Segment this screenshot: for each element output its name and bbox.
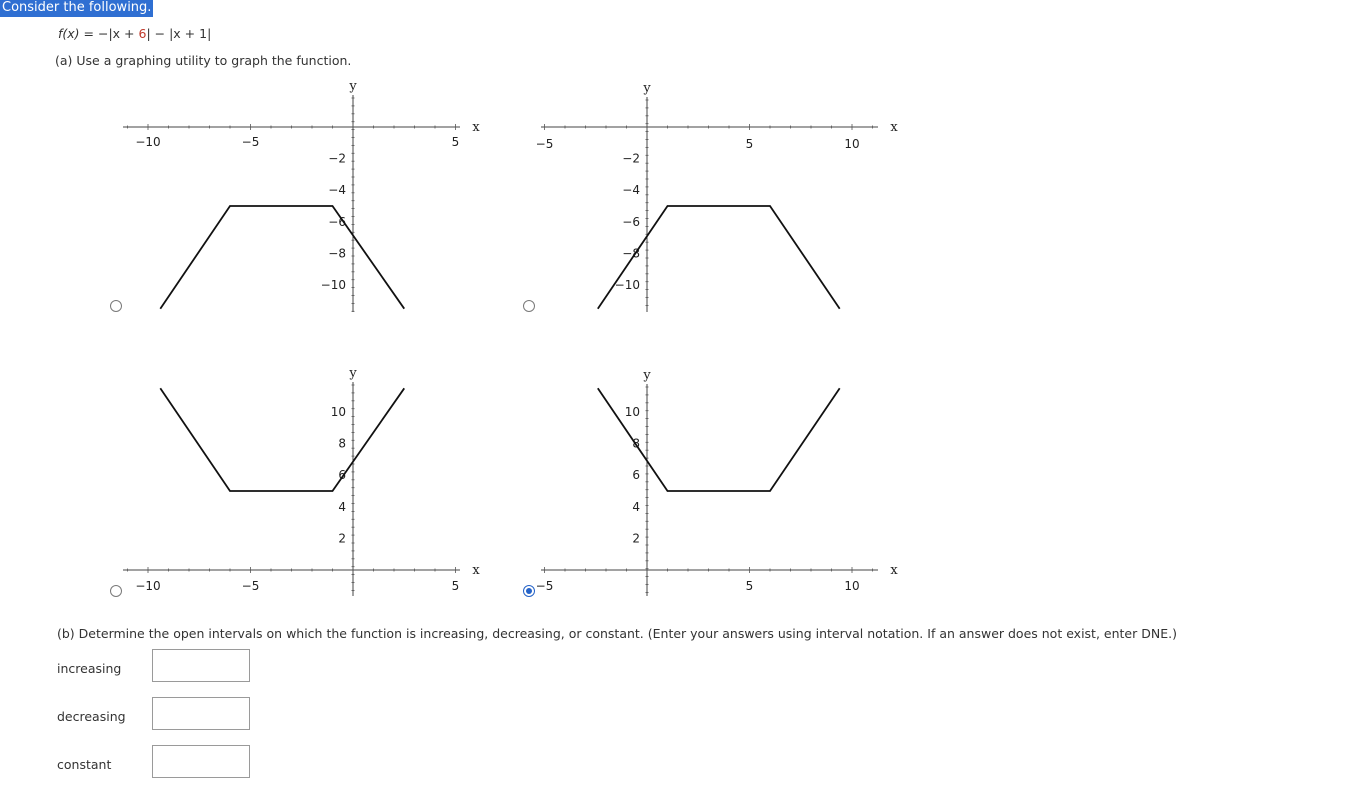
y-axis-label: y: [349, 79, 357, 94]
y-tick-label: −10: [320, 278, 346, 292]
graph-choice-3-radio[interactable]: [110, 585, 122, 597]
graph-choice-2-radio[interactable]: [523, 300, 535, 312]
decreasing-label: decreasing: [57, 709, 126, 724]
y-tick-label: −8: [622, 246, 640, 261]
part-b-prompt: (b) Determine the open intervals on which the function is increasing, decreasing, or constant. (Enter your answers using interval notation. If an answer does not exist, enter DNE.): [57, 626, 1177, 641]
x-tick-label: −5: [535, 579, 554, 593]
y-tick-label: 4: [632, 499, 640, 514]
x-axis-label: x: [472, 563, 480, 578]
increasing-input[interactable]: [152, 649, 250, 682]
x-axis-label: x: [890, 120, 898, 135]
part-a-prompt: (a) Use a graphing utility to graph the function.: [55, 53, 352, 68]
y-tick-label: −4: [622, 183, 640, 198]
y-tick-label: −6: [328, 214, 346, 229]
y-tick-label: −10: [614, 278, 640, 292]
y-tick-label: 6: [632, 468, 640, 483]
y-tick-label: 10: [330, 405, 346, 419]
x-tick-label: 5: [745, 137, 754, 151]
decreasing-input[interactable]: [152, 697, 250, 730]
y-axis-label: y: [349, 366, 357, 381]
constant-label: constant: [57, 757, 112, 772]
question-header: Consider the following.: [2, 0, 152, 15]
x-tick-label: −10: [135, 579, 161, 593]
y-tick-label: 8: [632, 436, 640, 451]
x-tick-label: 10: [844, 579, 860, 593]
function-term1-post: | − |x + 1|: [146, 26, 212, 41]
graph-choice-4-radio[interactable]: [523, 585, 535, 597]
y-tick-label: 2: [338, 531, 346, 546]
constant-input[interactable]: [152, 745, 250, 778]
y-tick-label: 4: [338, 499, 346, 514]
function-lhs: f(x) =: [58, 26, 98, 41]
y-tick-label: 2: [632, 531, 640, 546]
increasing-label: increasing: [57, 661, 122, 676]
x-tick-label: −5: [241, 135, 260, 149]
x-tick-label: 5: [745, 579, 754, 593]
x-tick-label: −5: [535, 137, 554, 151]
function-term1-pre: −|x +: [97, 26, 139, 41]
y-tick-label: −2: [622, 151, 640, 166]
y-tick-label: 8: [338, 436, 346, 451]
graph-choice-1-radio[interactable]: [110, 300, 122, 312]
y-tick-label: −2: [328, 151, 346, 166]
y-tick-label: −8: [328, 246, 346, 261]
y-tick-label: −4: [328, 183, 346, 198]
y-tick-label: −6: [622, 214, 640, 229]
x-axis-label: x: [472, 120, 480, 135]
y-axis-label: y: [643, 81, 651, 96]
y-axis-label: y: [643, 368, 651, 383]
x-tick-label: 5: [451, 135, 460, 149]
x-tick-label: 5: [451, 579, 460, 593]
x-tick-label: −5: [241, 579, 260, 593]
x-tick-label: 10: [844, 137, 860, 151]
x-tick-label: −10: [135, 135, 161, 149]
function-term1-number: 6: [138, 26, 147, 41]
y-tick-label: 6: [338, 468, 346, 483]
x-axis-label: x: [890, 563, 898, 578]
y-tick-label: 10: [624, 405, 640, 419]
